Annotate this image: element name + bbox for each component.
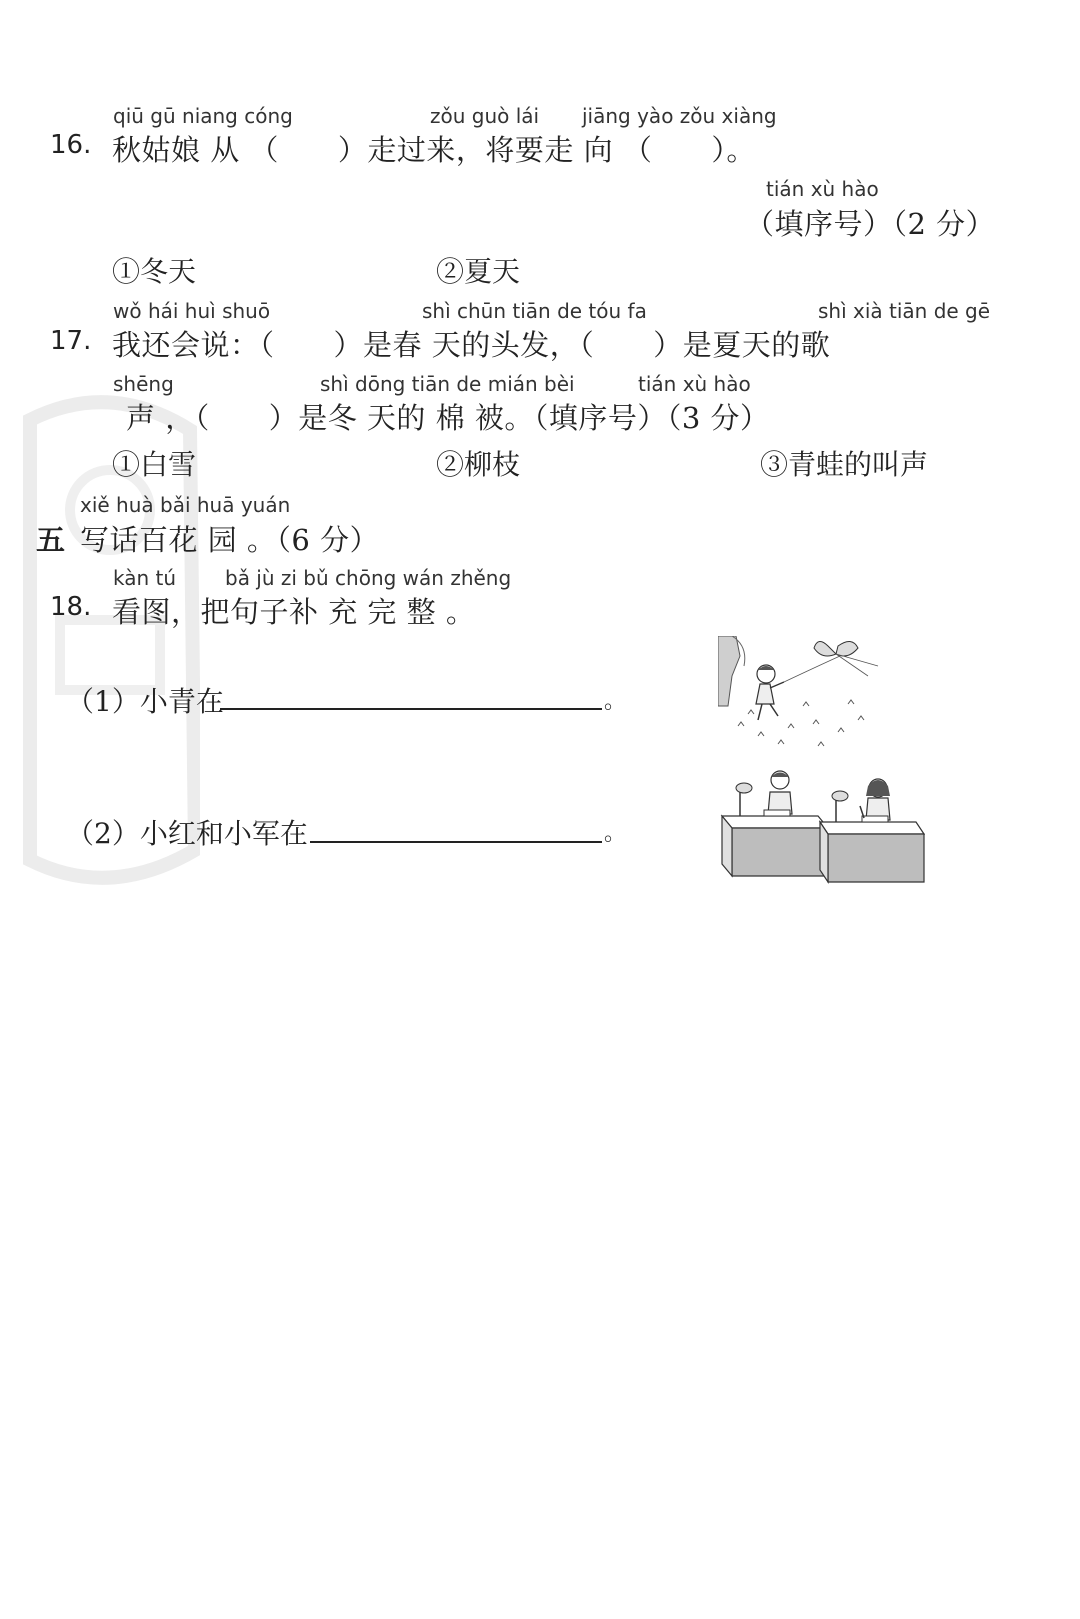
q17-text-line1: 我还会说：（ ）是春 天的头发，（ ）是夏天的歌 (112, 328, 831, 362)
section5-pinyin: xiě huà bǎi huā yuán (80, 493, 291, 517)
question-number: 17. (50, 326, 92, 356)
section-title: 写话百花 园 。（6 分） (80, 523, 380, 557)
q18-pinyin-2: bǎ jù zi bǔ chōng wán zhěng (225, 566, 512, 590)
q18-pinyin-1: kàn tú (113, 566, 177, 590)
q16-option-1: ①冬天 (112, 255, 197, 288)
q18-item-2-label: （2）小红和小军在 (66, 817, 308, 850)
studying-illustration (720, 766, 925, 884)
q18-text: 看图，把句子补 充 完 整 。 (112, 595, 476, 629)
q17-pinyin-3: shì xià tiān de gē (818, 299, 991, 323)
q17-pinyin-5: shì dōng tiān de mián bèi (320, 372, 575, 396)
answer-line-2[interactable] (310, 841, 602, 843)
q17-option-3: ③青蛙的叫声 (760, 448, 929, 481)
q16-note: （填序号）（2 分） (745, 207, 996, 241)
q16-pinyin-1: qiū gū niang cóng (113, 104, 293, 128)
kite-flying-illustration (718, 636, 883, 756)
q16-note-pinyin: tián xù hào (766, 177, 879, 201)
q16-option-2: ②夏天 (436, 255, 521, 288)
section-label: 五 (36, 523, 66, 557)
q17-pinyin-6: tián xù hào (638, 372, 751, 396)
q16-text: 秋姑娘 从 （ ）走过来，将要走 向 （ ）。 (112, 133, 756, 167)
q17-pinyin-4: shēng (113, 372, 174, 396)
answer-line-1[interactable] (220, 708, 602, 710)
q17-text-line2: 声 ，（ ）是冬 天的 棉 被。（填序号）（3 分） (126, 401, 770, 435)
q18-item-2-end: 。 (604, 821, 627, 846)
q17-option-1: ①白雪 (112, 448, 197, 481)
question-number: 16. (50, 130, 92, 160)
q18-item-1-end: 。 (604, 689, 627, 714)
q16-pinyin-3: jiāng yào zǒu xiàng (582, 104, 777, 128)
q17-pinyin-2: shì chūn tiān de tóu fa (422, 299, 647, 323)
question-number: 18. (50, 592, 92, 622)
q16-pinyin-2: zǒu guò lái (430, 104, 540, 128)
q17-pinyin-1: wǒ hái huì shuō (113, 299, 271, 323)
q18-item-1-label: （1）小青在 (66, 685, 224, 718)
q17-option-2: ②柳枝 (436, 448, 521, 481)
